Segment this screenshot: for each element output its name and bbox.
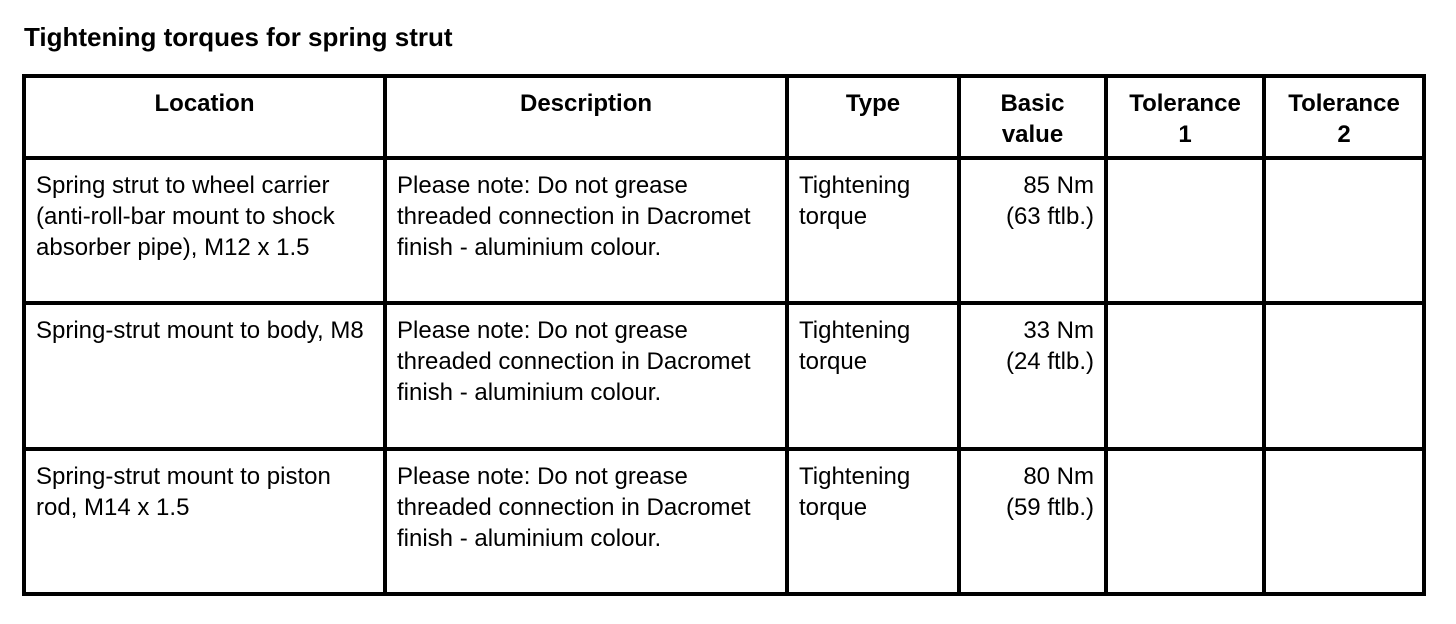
cell-type: Tightening torque: [787, 158, 959, 303]
cell-tolerance-1: [1106, 449, 1264, 594]
cell-location: Spring-strut mount to body, M8: [24, 303, 385, 448]
header-description: Description: [385, 76, 787, 158]
table-row: [24, 303, 1424, 448]
cell-tolerance-1: [1106, 158, 1264, 303]
header-basic-value: [959, 76, 1106, 158]
cell-location: Spring strut to wheel carrier (anti-roll-bar mount to shock absorber pipe), M12 x 1.5: [24, 158, 385, 303]
cell-description: Please note: Do not grease threaded connection in Dacromet finish - aluminium colour.: [385, 303, 787, 448]
table-row: [24, 449, 1424, 594]
header-type: Type: [787, 76, 959, 158]
cell-tolerance-1: [1106, 303, 1264, 448]
torque-table: [22, 74, 1426, 596]
cell-basic-value: [959, 303, 1106, 448]
cell-description: Please note: Do not grease threaded connection in Dacromet finish - aluminium colour.: [385, 158, 787, 303]
cell-basic-value: [959, 158, 1106, 303]
basic-value-ftlb: (63 ftlb.): [1005, 203, 1094, 230]
header-tolerance-2: [1264, 76, 1424, 158]
header-basic-value-line1: Basic: [1000, 90, 1065, 117]
table-row: [24, 158, 1424, 303]
cell-tolerance-2: [1264, 158, 1424, 303]
header-tolerance-1: [1106, 76, 1264, 158]
header-tolerance-1-line1: Tolerance: [1129, 90, 1241, 117]
basic-value-ftlb: (24 ftlb.): [1005, 348, 1094, 376]
header-basic-value-line2: value: [1001, 121, 1064, 148]
page-title: Tightening torques for spring strut: [24, 22, 453, 52]
cell-tolerance-2: [1264, 449, 1424, 594]
cell-description: Please note: Do not grease threaded connection in Dacromet finish - aluminium colour.: [385, 449, 787, 594]
basic-value-nm: 33 Nm: [1023, 317, 1094, 345]
header-location: Location: [24, 76, 385, 158]
header-tolerance-2-line2: 2: [1337, 121, 1351, 148]
cell-type: Tightening torque: [787, 303, 959, 448]
cell-type: Tightening torque: [787, 449, 959, 594]
cell-tolerance-2: [1264, 303, 1424, 448]
basic-value-nm: 85 Nm: [1023, 172, 1094, 199]
cell-location: Spring-strut mount to piston rod, M14 x 1.5: [24, 449, 385, 594]
cell-basic-value: [959, 449, 1106, 594]
header-tolerance-2-line1: Tolerance: [1288, 90, 1400, 117]
basic-value-ftlb: (59 ftlb.): [1005, 493, 1094, 521]
header-tolerance-1-line2: 1: [1178, 121, 1192, 148]
table-header-row: [24, 76, 1424, 158]
basic-value-nm: 80 Nm: [1023, 462, 1094, 490]
